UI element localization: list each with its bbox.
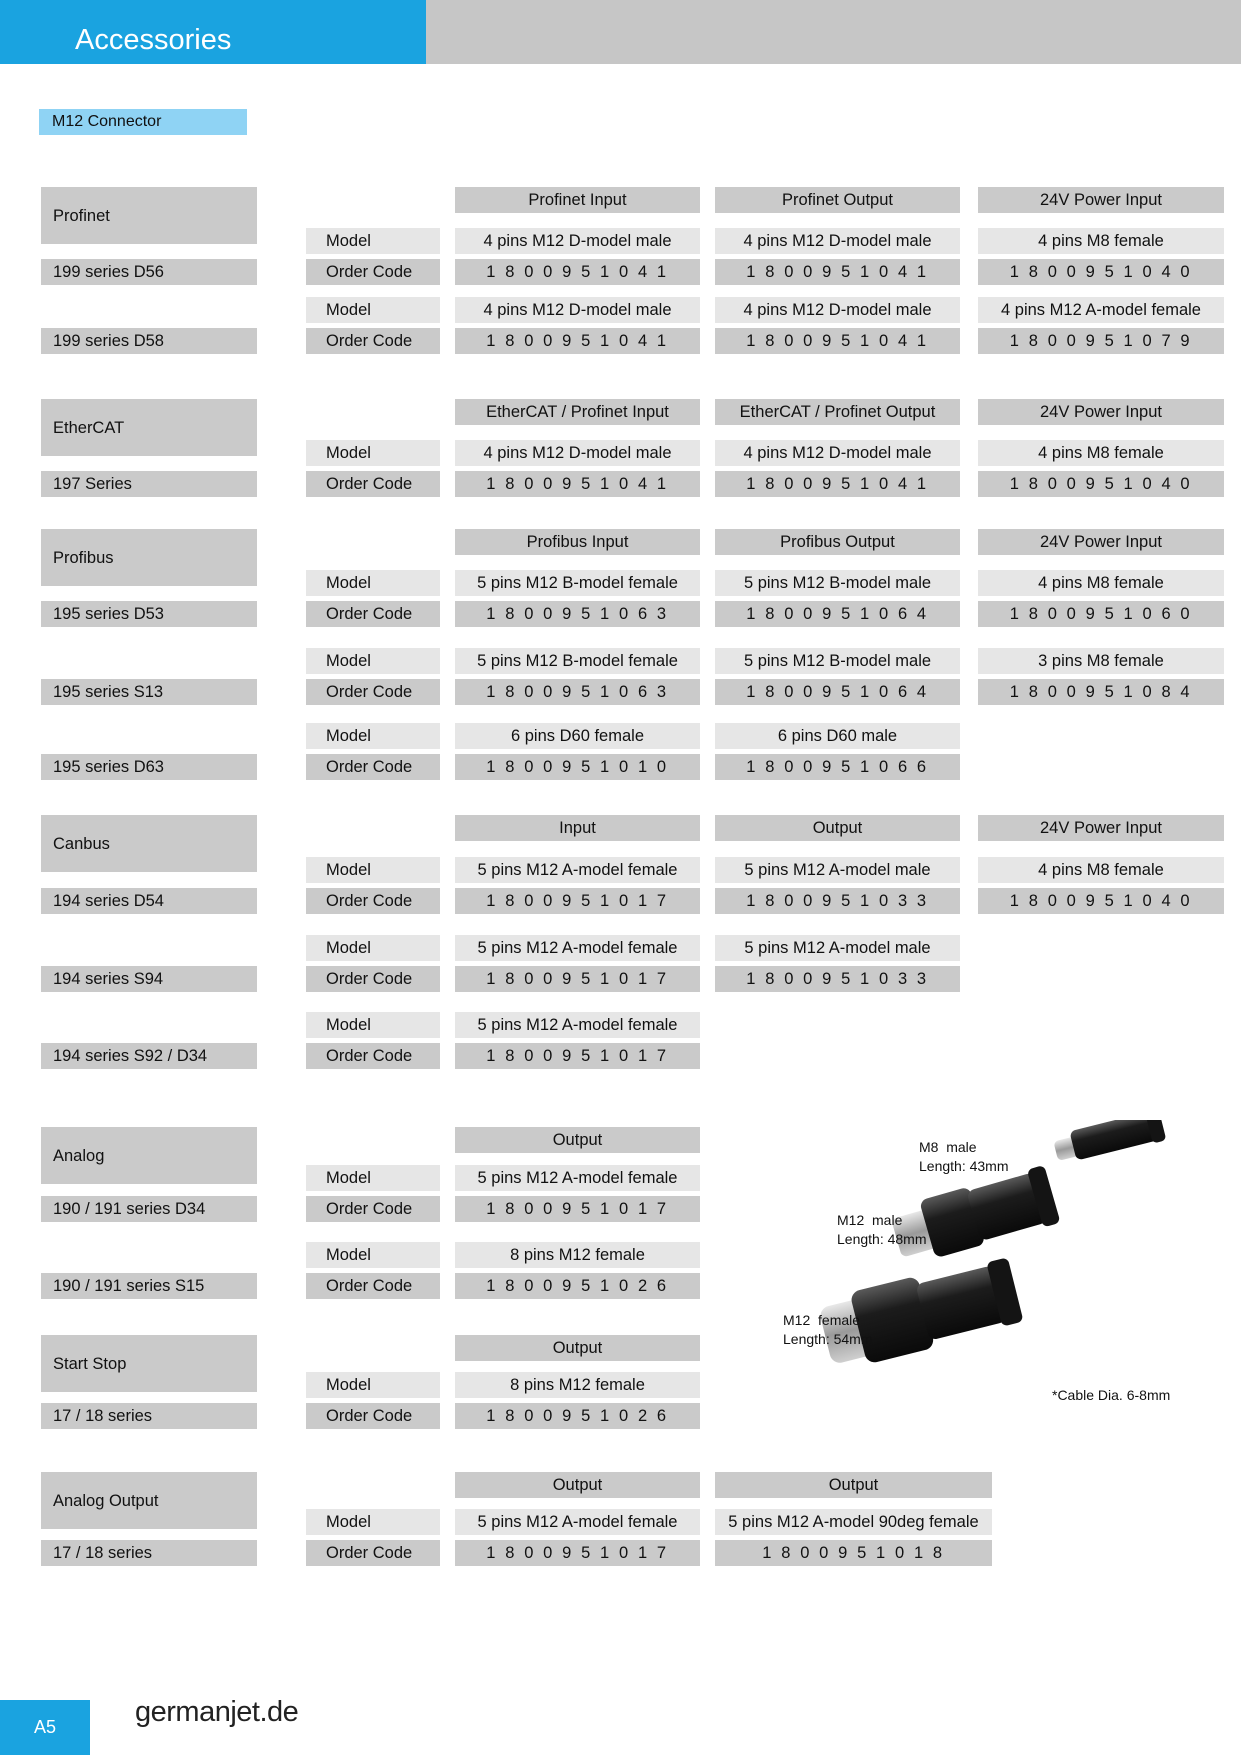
series-label: 199 series D56 xyxy=(41,259,257,285)
order-code-row-label: Order Code xyxy=(306,1273,440,1299)
model-value: 5 pins M12 B-model male xyxy=(715,570,960,596)
model-row-label: Model xyxy=(306,440,440,466)
bus-name: Profinet xyxy=(41,187,257,244)
cable-diameter-note: *Cable Dia. 6-8mm xyxy=(1052,1387,1171,1403)
model-row-label: Model xyxy=(306,857,440,883)
column-header: Profinet Input xyxy=(455,187,700,213)
model-value: 6 pins D60 female xyxy=(455,723,700,749)
model-row-label: Model xyxy=(306,648,440,674)
order-code-value: 1 8 0 0 9 5 1 0 4 0 xyxy=(978,259,1224,285)
order-code-value: 1 8 0 0 9 5 1 0 3 3 xyxy=(715,966,960,992)
page-title: Accessories xyxy=(75,24,232,56)
column-header: 24V Power Input xyxy=(978,815,1224,841)
model-value: 3 pins M8 female xyxy=(978,648,1224,674)
column-header: Output xyxy=(715,1472,992,1498)
order-code-row-label: Order Code xyxy=(306,888,440,914)
series-label: 194 series S92 / D34 xyxy=(41,1043,257,1069)
model-value: 5 pins M12 B-model female xyxy=(455,648,700,674)
column-header: Output xyxy=(455,1335,700,1361)
order-code-value: 1 8 0 0 9 5 1 0 6 4 xyxy=(715,679,960,705)
bus-name: Analog Output xyxy=(41,1472,257,1529)
series-label: 17 / 18 series xyxy=(41,1403,257,1429)
order-code-value: 1 8 0 0 9 5 1 0 6 3 xyxy=(455,601,700,627)
order-code-value: 1 8 0 0 9 5 1 0 6 0 xyxy=(978,601,1224,627)
order-code-value: 1 8 0 0 9 5 1 0 2 6 xyxy=(455,1273,700,1299)
column-header: 24V Power Input xyxy=(978,187,1224,213)
order-code-value: 1 8 0 0 9 5 1 0 4 1 xyxy=(455,328,700,354)
model-value: 5 pins M12 A-model female xyxy=(455,857,700,883)
series-label: 194 series D54 xyxy=(41,888,257,914)
column-header: Output xyxy=(715,815,960,841)
model-value: 5 pins M12 A-model female xyxy=(455,1012,700,1038)
order-code-value: 1 8 0 0 9 5 1 0 1 7 xyxy=(455,1196,700,1222)
bus-name: EtherCAT xyxy=(41,399,257,456)
series-label: 194 series S94 xyxy=(41,966,257,992)
model-row-label: Model xyxy=(306,1372,440,1398)
series-label: 17 / 18 series xyxy=(41,1540,257,1566)
order-code-value: 1 8 0 0 9 5 1 0 6 3 xyxy=(455,679,700,705)
bus-name: Start Stop xyxy=(41,1335,257,1392)
m12-female-label: M12 female Length: 54mm xyxy=(783,1312,873,1347)
order-code-row-label: Order Code xyxy=(306,1196,440,1222)
model-row-label: Model xyxy=(306,1165,440,1191)
model-value: 5 pins M12 A-model male xyxy=(715,857,960,883)
model-value: 4 pins M12 A-model female xyxy=(978,297,1224,323)
model-row-label: Model xyxy=(306,723,440,749)
series-label: 197 Series xyxy=(41,471,257,497)
series-label: 199 series D58 xyxy=(41,328,257,354)
order-code-row-label: Order Code xyxy=(306,966,440,992)
model-value: 5 pins M12 A-model male xyxy=(715,935,960,961)
column-header: Input xyxy=(455,815,700,841)
model-value: 4 pins M12 D-model male xyxy=(715,297,960,323)
model-value: 4 pins M8 female xyxy=(978,570,1224,596)
column-header: 24V Power Input xyxy=(978,399,1224,425)
order-code-value: 1 8 0 0 9 5 1 0 6 6 xyxy=(715,754,960,780)
order-code-value: 1 8 0 0 9 5 1 0 1 7 xyxy=(455,966,700,992)
order-code-value: 1 8 0 0 9 5 1 0 8 4 xyxy=(978,679,1224,705)
order-code-value: 1 8 0 0 9 5 1 0 2 6 xyxy=(455,1403,700,1429)
bus-name: Canbus xyxy=(41,815,257,872)
order-code-value: 1 8 0 0 9 5 1 0 1 8 xyxy=(715,1540,992,1566)
model-row-label: Model xyxy=(306,1012,440,1038)
column-header: Output xyxy=(455,1127,700,1153)
order-code-row-label: Order Code xyxy=(306,471,440,497)
model-value: 4 pins M8 female xyxy=(978,228,1224,254)
column-header: Profibus Input xyxy=(455,529,700,555)
model-value: 8 pins M12 female xyxy=(455,1372,700,1398)
order-code-value: 1 8 0 0 9 5 1 0 4 0 xyxy=(978,888,1224,914)
model-value: 4 pins M12 D-model male xyxy=(455,297,700,323)
order-code-value: 1 8 0 0 9 5 1 0 7 9 xyxy=(978,328,1224,354)
model-value: 6 pins D60 male xyxy=(715,723,960,749)
model-row-label: Model xyxy=(306,228,440,254)
m8-male-connector xyxy=(1051,1120,1166,1167)
order-code-value: 1 8 0 0 9 5 1 0 4 1 xyxy=(715,259,960,285)
header-gray-bar xyxy=(426,0,1241,64)
order-code-row-label: Order Code xyxy=(306,1540,440,1566)
column-header: Output xyxy=(455,1472,700,1498)
model-value: 5 pins M12 A-model female xyxy=(455,1165,700,1191)
order-code-row-label: Order Code xyxy=(306,754,440,780)
model-value: 5 pins M12 A-model 90deg female xyxy=(715,1509,992,1535)
order-code-value: 1 8 0 0 9 5 1 0 4 0 xyxy=(978,471,1224,497)
order-code-value: 1 8 0 0 9 5 1 0 4 1 xyxy=(455,259,700,285)
order-code-value: 1 8 0 0 9 5 1 0 1 7 xyxy=(455,1540,700,1566)
series-label: 195 series D63 xyxy=(41,754,257,780)
order-code-row-label: Order Code xyxy=(306,1043,440,1069)
category-tag: M12 Connector xyxy=(39,109,247,135)
order-code-value: 1 8 0 0 9 5 1 0 3 3 xyxy=(715,888,960,914)
model-value: 4 pins M8 female xyxy=(978,440,1224,466)
series-label: 190 / 191 series S15 xyxy=(41,1273,257,1299)
model-value: 5 pins M12 A-model female xyxy=(455,1509,700,1535)
order-code-value: 1 8 0 0 9 5 1 0 4 1 xyxy=(715,328,960,354)
model-row-label: Model xyxy=(306,935,440,961)
model-row-label: Model xyxy=(306,1509,440,1535)
order-code-value: 1 8 0 0 9 5 1 0 1 7 xyxy=(455,888,700,914)
bus-name: Profibus xyxy=(41,529,257,586)
order-code-value: 1 8 0 0 9 5 1 0 4 1 xyxy=(455,471,700,497)
model-value: 4 pins M8 female xyxy=(978,857,1224,883)
website-label: germanjet.de xyxy=(135,1696,299,1728)
page-number: A5 xyxy=(0,1700,90,1755)
model-value: 4 pins M12 D-model male xyxy=(715,228,960,254)
order-code-row-label: Order Code xyxy=(306,1403,440,1429)
column-header: EtherCAT / Profinet Input xyxy=(455,399,700,425)
m8-male-label: M8 male Length: 43mm xyxy=(919,1139,1009,1174)
bus-name: Analog xyxy=(41,1127,257,1184)
order-code-row-label: Order Code xyxy=(306,328,440,354)
column-header: Profinet Output xyxy=(715,187,960,213)
order-code-row-label: Order Code xyxy=(306,601,440,627)
model-value: 5 pins M12 B-model female xyxy=(455,570,700,596)
model-row-label: Model xyxy=(306,297,440,323)
series-label: 195 series S13 xyxy=(41,679,257,705)
series-label: 195 series D53 xyxy=(41,601,257,627)
series-label: 190 / 191 series D34 xyxy=(41,1196,257,1222)
model-value: 5 pins M12 B-model male xyxy=(715,648,960,674)
model-value: 4 pins M12 D-model male xyxy=(455,228,700,254)
model-value: 4 pins M12 D-model male xyxy=(455,440,700,466)
model-row-label: Model xyxy=(306,1242,440,1268)
column-header: 24V Power Input xyxy=(978,529,1224,555)
model-row-label: Model xyxy=(306,570,440,596)
order-code-value: 1 8 0 0 9 5 1 0 6 4 xyxy=(715,601,960,627)
order-code-value: 1 8 0 0 9 5 1 0 1 0 xyxy=(455,754,700,780)
order-code-row-label: Order Code xyxy=(306,259,440,285)
order-code-row-label: Order Code xyxy=(306,679,440,705)
model-value: 8 pins M12 female xyxy=(455,1242,700,1268)
m12-male-label: M12 male Length: 48mm xyxy=(837,1212,927,1247)
model-value: 4 pins M12 D-model male xyxy=(715,440,960,466)
order-code-value: 1 8 0 0 9 5 1 0 4 1 xyxy=(715,471,960,497)
order-code-value: 1 8 0 0 9 5 1 0 1 7 xyxy=(455,1043,700,1069)
model-value: 5 pins M12 A-model female xyxy=(455,935,700,961)
column-header: Profibus Output xyxy=(715,529,960,555)
column-header: EtherCAT / Profinet Output xyxy=(715,399,960,425)
